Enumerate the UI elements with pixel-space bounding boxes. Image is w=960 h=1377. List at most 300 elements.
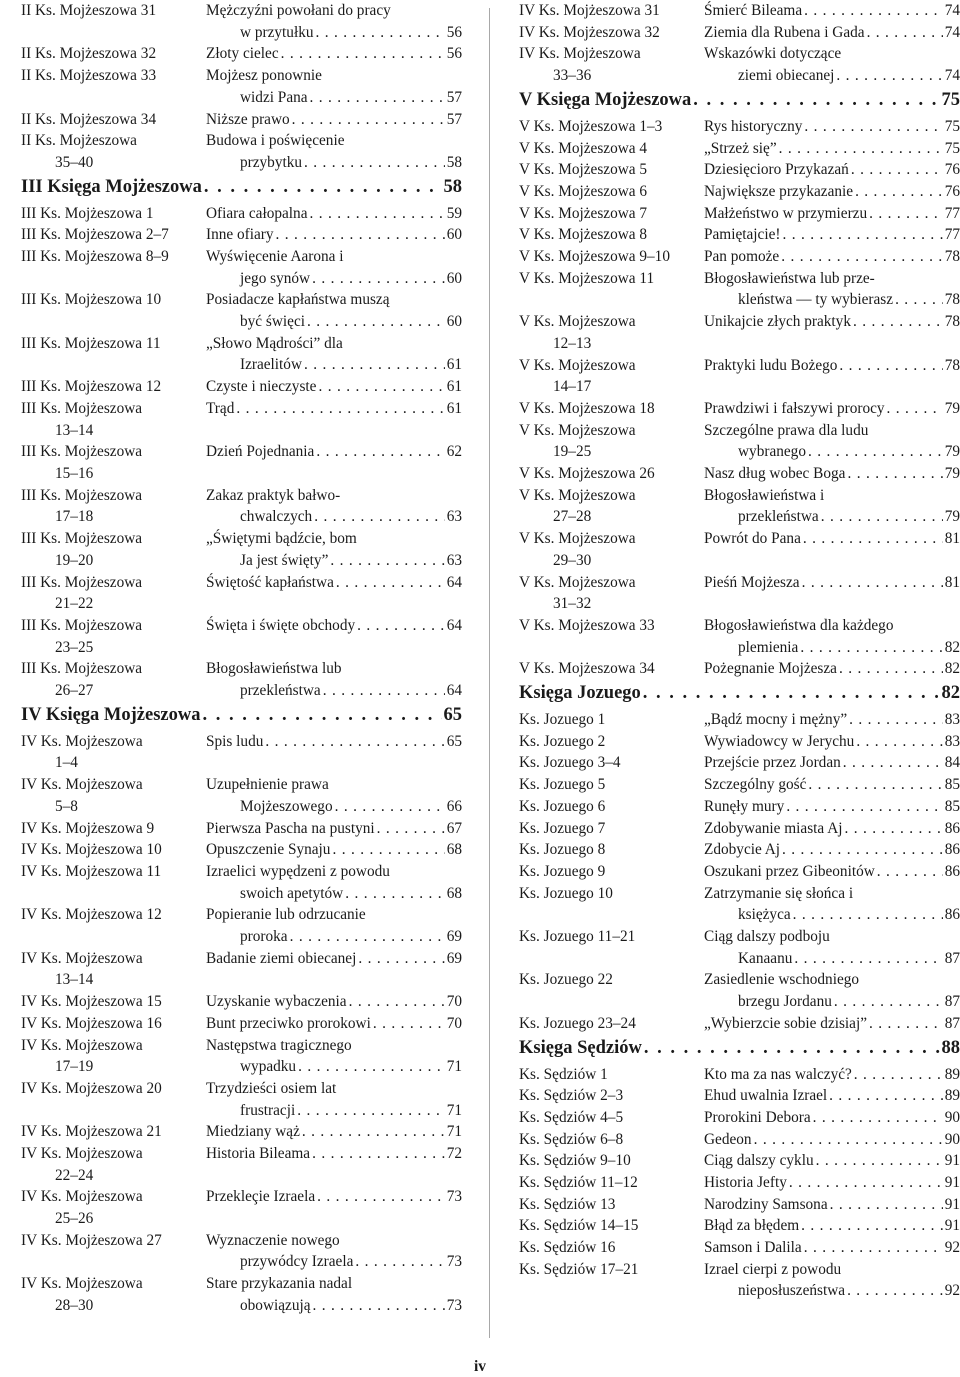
entry-page-number: 61 xyxy=(446,378,462,396)
reference-book: Ks. Jozuego 5 xyxy=(519,776,606,794)
entry-reference xyxy=(519,1194,704,1216)
description-line xyxy=(206,774,462,796)
entry-description xyxy=(206,376,462,398)
entry-title: Budowa i poświęcenie xyxy=(206,132,345,150)
toc-part-heading xyxy=(21,177,462,201)
description-line xyxy=(704,948,960,970)
dot-leader xyxy=(843,752,943,774)
reference-book: Ks. Jozuego 11–21 xyxy=(519,928,636,945)
entry-reference xyxy=(519,1107,704,1129)
entry-title: frustracji xyxy=(240,1101,296,1119)
dot-leader xyxy=(829,1085,943,1107)
entry-title: Mojżeszowego xyxy=(240,797,333,815)
dot-leader xyxy=(836,65,942,87)
description-line xyxy=(206,354,462,376)
description-line xyxy=(206,1035,462,1057)
entry-description xyxy=(206,289,462,332)
entry-description xyxy=(704,116,960,138)
toc-part-heading xyxy=(519,683,960,707)
description-line xyxy=(206,1013,462,1035)
entry-title: ziemi obiecanej xyxy=(738,67,835,85)
toc-part-heading xyxy=(21,705,462,729)
dot-leader xyxy=(349,991,445,1013)
entry-reference xyxy=(21,1273,206,1316)
dot-leader xyxy=(855,181,943,203)
dot-leader xyxy=(304,152,445,174)
dot-leader xyxy=(794,948,942,970)
page-number: iv xyxy=(473,1358,487,1375)
description-line xyxy=(206,43,462,65)
reference-book: V Ks. Mojżeszowa 7 xyxy=(519,204,648,222)
entry-page-number: 64 xyxy=(446,616,462,634)
entry-reference xyxy=(519,1237,704,1259)
entry-reference xyxy=(519,246,704,268)
entry-title: Trąd xyxy=(206,399,235,417)
part-page-number: 82 xyxy=(941,683,960,703)
entry-page-number: 89 xyxy=(944,1065,960,1083)
entry-page-number: 70 xyxy=(446,1014,462,1032)
entry-title: w przytułku xyxy=(240,23,314,41)
reference-range: 1–4 xyxy=(55,754,78,772)
reference-book: IV Ks. Mojżeszowa 27 xyxy=(21,1231,162,1249)
dot-leader xyxy=(316,441,444,463)
entry-page-number: 92 xyxy=(944,1282,960,1300)
reference-range: 19–20 xyxy=(55,551,94,569)
reference-range: 14–17 xyxy=(553,378,592,396)
entry-title: Zakaz praktyk bałwo- xyxy=(206,486,341,504)
reference-book: IV Ks. Mojżeszowa 9 xyxy=(21,819,155,837)
entry-description xyxy=(704,818,960,840)
entry-page-number: 60 xyxy=(446,313,462,331)
entry-description xyxy=(704,22,960,44)
entry-reference xyxy=(519,1172,704,1194)
dot-leader xyxy=(793,904,943,926)
reference-range: 12–13 xyxy=(553,334,592,352)
dot-leader xyxy=(782,224,942,246)
entry-title: Niższe prawo xyxy=(206,110,290,128)
entry-title: Święta i święte obchody xyxy=(206,616,356,634)
entry-description xyxy=(206,818,462,840)
reference-range: 17–18 xyxy=(55,508,94,526)
description-line xyxy=(704,1013,960,1035)
reference-book: Ks. Jozuego 1 xyxy=(519,711,606,728)
description-line xyxy=(206,658,462,680)
entry-description xyxy=(206,1035,462,1078)
description-line xyxy=(206,65,462,87)
entry-reference xyxy=(519,774,704,796)
entry-description xyxy=(704,1172,960,1194)
dot-leader xyxy=(782,839,943,861)
entry-page-number: 68 xyxy=(446,884,462,902)
reference-book: IV Ks. Mojżeszowa xyxy=(21,732,143,750)
dot-leader xyxy=(298,1056,445,1078)
description-line xyxy=(206,376,462,398)
reference-range: 27–28 xyxy=(553,508,592,526)
description-line xyxy=(704,116,960,138)
description-line xyxy=(206,130,462,152)
dot-leader xyxy=(808,441,943,463)
reference-book: III Ks. Mojżeszowa xyxy=(21,530,143,548)
description-line xyxy=(206,861,462,883)
dot-leader xyxy=(821,506,943,528)
entry-description xyxy=(206,43,462,65)
entry-description xyxy=(704,203,960,225)
entry-description xyxy=(704,485,960,528)
dot-leader xyxy=(895,289,943,311)
reference-range: 31–32 xyxy=(553,595,592,613)
entry-reference xyxy=(519,861,704,883)
entry-description xyxy=(206,1078,462,1121)
entry-reference xyxy=(519,268,704,290)
description-line xyxy=(206,1078,462,1100)
description-line xyxy=(704,904,960,926)
part-title: V Księga Mojżeszowa xyxy=(519,89,692,110)
entry-page-number: 79 xyxy=(944,443,960,461)
entry-description xyxy=(704,1215,960,1237)
dot-leader xyxy=(847,1280,943,1302)
entry-title: Gedeon xyxy=(704,1130,752,1148)
entry-description xyxy=(704,1107,960,1129)
entry-description xyxy=(206,1273,462,1316)
entry-reference xyxy=(519,0,704,22)
entry-title: nieposłuszeństwa xyxy=(738,1282,846,1300)
entry-description xyxy=(704,224,960,246)
dot-leader xyxy=(853,311,943,333)
dot-leader xyxy=(358,948,444,970)
entry-reference xyxy=(21,818,206,840)
entry-description xyxy=(704,398,960,420)
description-line xyxy=(206,1121,462,1143)
description-line xyxy=(704,1194,960,1216)
entry-title: Ofiara całopalna xyxy=(206,204,308,222)
entry-description xyxy=(704,615,960,658)
dot-leader xyxy=(310,87,445,109)
entry-title: Śmierć Bileama xyxy=(704,2,803,19)
entry-title: przybytku xyxy=(240,153,303,171)
reference-book: V Ks. Mojżeszowa 6 xyxy=(519,182,648,200)
dot-leader xyxy=(845,818,943,840)
entry-page-number: 86 xyxy=(944,819,960,837)
entry-reference xyxy=(519,658,704,680)
entry-reference xyxy=(21,1121,206,1143)
entry-page-number: 81 xyxy=(944,530,960,548)
description-line xyxy=(206,1295,462,1317)
entry-description xyxy=(206,485,462,528)
entry-page-number: 59 xyxy=(446,204,462,222)
reference-book: Ks. Jozuego 9 xyxy=(519,862,606,880)
dot-leader xyxy=(789,1172,943,1194)
entry-title: Posiadacze kapłaństwa muszą xyxy=(206,291,390,309)
description-line xyxy=(704,441,960,463)
entry-description xyxy=(704,1085,960,1107)
reference-book: IV Ks. Mojżeszowa 32 xyxy=(519,23,660,41)
description-line xyxy=(704,818,960,840)
entry-title: Rys historyczny xyxy=(704,117,803,135)
entry-title: Ciąg dalszy podboju xyxy=(704,928,830,945)
reference-range: 35–40 xyxy=(55,153,94,171)
description-line xyxy=(704,796,960,818)
entry-title: Izrael cierpi z powodu xyxy=(704,1260,842,1278)
entry-description xyxy=(206,203,462,225)
entry-reference xyxy=(519,1129,704,1151)
entry-page-number: 78 xyxy=(944,356,960,374)
reference-book: II Ks. Mojżeszowa xyxy=(21,132,137,150)
entry-page-number: 91 xyxy=(944,1217,960,1235)
dot-leader xyxy=(313,1295,445,1317)
entry-description xyxy=(704,774,960,796)
reference-book: IV Ks. Mojżeszowa xyxy=(21,1188,143,1206)
entry-description xyxy=(206,0,462,43)
entry-title: Oszukani przez Gibeonitów xyxy=(704,862,875,880)
entry-reference xyxy=(519,203,704,225)
dot-leader xyxy=(318,376,444,398)
entry-page-number: 78 xyxy=(944,313,960,331)
reference-book: IV Ks. Mojżeszowa 10 xyxy=(21,841,162,859)
entry-description xyxy=(704,355,960,377)
entry-description xyxy=(206,839,462,861)
entry-title: „Bądź mocny i mężny” xyxy=(704,711,848,728)
description-line xyxy=(704,159,960,181)
reference-book: II Ks. Mojżeszowa 33 xyxy=(21,67,157,85)
reference-book: IV Ks. Mojżeszowa 11 xyxy=(21,862,162,880)
entry-title: Bunt przeciwko prorokowi xyxy=(206,1014,371,1032)
entry-reference xyxy=(21,109,206,131)
entry-description xyxy=(704,572,960,594)
entry-reference xyxy=(519,1064,704,1086)
entry-reference xyxy=(21,658,206,701)
description-line xyxy=(206,268,462,290)
entry-title: Prawdziwi i fałszywi prorocy xyxy=(704,399,885,417)
reference-book: IV Ks. Mojżeszowa 15 xyxy=(21,993,162,1011)
entry-reference xyxy=(519,116,704,138)
entry-description xyxy=(704,658,960,680)
entry-page-number: 69 xyxy=(446,927,462,945)
dot-leader xyxy=(355,1251,444,1273)
dot-leader xyxy=(869,203,943,225)
entry-title: Wyświęcenie Aarona i xyxy=(206,248,344,265)
entry-title: Uzupełnienie prawa xyxy=(206,776,329,794)
entry-page-number: 62 xyxy=(446,443,462,461)
dot-leader xyxy=(849,709,943,731)
entry-reference xyxy=(21,991,206,1013)
entry-description xyxy=(704,839,960,861)
reference-book: IV Ks. Mojżeszowa 12 xyxy=(21,906,162,924)
entry-reference xyxy=(21,904,206,926)
description-line xyxy=(206,398,462,420)
description-line xyxy=(704,1064,960,1086)
dot-leader xyxy=(236,398,444,420)
reference-book: V Ks. Mojżeszowa 33 xyxy=(519,616,655,634)
dot-leader xyxy=(856,731,942,753)
entry-description xyxy=(206,1230,462,1273)
description-line xyxy=(206,1251,462,1273)
entry-title: Wyznaczenie nowego xyxy=(206,1231,340,1249)
entry-title: Powrót do Pana xyxy=(704,530,801,548)
reference-book: V Ks. Mojżeszowa 8 xyxy=(519,226,648,244)
description-line xyxy=(206,87,462,109)
entry-description xyxy=(206,731,462,753)
dot-leader xyxy=(330,550,444,572)
reference-range: 17–19 xyxy=(55,1058,94,1076)
reference-book: III Ks. Mojżeszowa 1 xyxy=(21,204,154,222)
dot-leader xyxy=(290,926,445,948)
entry-page-number: 74 xyxy=(944,2,960,19)
dot-leader xyxy=(839,658,943,680)
entry-description xyxy=(704,1259,960,1302)
description-line xyxy=(704,138,960,160)
dot-leader xyxy=(808,774,942,796)
entry-page-number: 58 xyxy=(446,153,462,171)
reference-range: 23–25 xyxy=(55,638,94,656)
entry-page-number: 73 xyxy=(446,1253,462,1271)
reference-range: 13–14 xyxy=(55,971,94,989)
entry-page-number: 77 xyxy=(944,226,960,244)
dot-leader xyxy=(357,615,445,637)
reference-book: IV Ks. Mojżeszowa 31 xyxy=(519,2,660,19)
entry-title: Dzień Pojednania xyxy=(206,443,315,461)
entry-reference xyxy=(519,1215,704,1237)
reference-range: 5–8 xyxy=(55,797,78,815)
entry-title: „Wybierzcie sobie dzisiaj” xyxy=(704,1014,868,1032)
entry-page-number: 66 xyxy=(446,797,462,815)
entry-reference xyxy=(21,224,206,246)
entry-page-number: 85 xyxy=(944,797,960,815)
entry-description xyxy=(206,130,462,173)
description-line xyxy=(206,333,462,355)
entry-title: proroka xyxy=(240,927,288,945)
description-line xyxy=(704,65,960,87)
reference-book: V Ks. Mojżeszowa xyxy=(519,356,636,374)
entry-page-number: 61 xyxy=(446,399,462,417)
entry-description xyxy=(206,774,462,817)
reference-book: II Ks. Mojżeszowa 31 xyxy=(21,2,157,19)
entry-title: kleństwa — ty wybierasz xyxy=(738,291,894,309)
entry-description xyxy=(704,796,960,818)
entry-page-number: 60 xyxy=(446,269,462,287)
entry-title: Popieranie lub odrzucanie xyxy=(206,906,366,924)
entry-page-number: 69 xyxy=(446,949,462,967)
description-line xyxy=(704,1259,960,1281)
reference-range: 15–16 xyxy=(55,465,94,482)
description-line xyxy=(206,680,462,702)
entry-title: Miedziany wąż xyxy=(206,1123,300,1141)
entry-reference xyxy=(21,441,206,484)
entry-reference xyxy=(21,774,206,817)
entry-description xyxy=(206,333,462,376)
entry-description xyxy=(206,109,462,131)
reference-book: V Ks. Mojżeszowa xyxy=(519,421,636,439)
entry-page-number: 68 xyxy=(446,841,462,859)
entry-page-number: 89 xyxy=(944,1087,960,1105)
entry-description xyxy=(704,883,960,926)
description-line xyxy=(704,246,960,268)
description-line xyxy=(704,0,960,22)
description-line xyxy=(206,948,462,970)
entry-title: księżyca xyxy=(738,906,791,924)
dot-leader xyxy=(304,354,445,376)
entry-reference xyxy=(519,883,704,905)
entry-page-number: 72 xyxy=(446,1145,462,1162)
entry-description xyxy=(206,1013,462,1035)
reference-book: V Ks. Mojżeszowa xyxy=(519,573,636,591)
reference-book: V Ks. Mojżeszowa 4 xyxy=(519,139,648,157)
part-page-number: 75 xyxy=(941,89,960,110)
reference-book: II Ks. Mojżeszowa 34 xyxy=(21,110,157,128)
description-line xyxy=(704,506,960,528)
description-line xyxy=(704,268,960,290)
entry-page-number: 81 xyxy=(944,573,960,591)
entry-title: Nasz dług wobec Boga xyxy=(704,465,846,482)
entry-page-number: 83 xyxy=(944,732,960,750)
description-line xyxy=(704,839,960,861)
entry-reference xyxy=(21,1078,206,1100)
entry-title: Największe przykazanie xyxy=(704,182,854,200)
entry-reference xyxy=(519,839,704,861)
entry-reference xyxy=(21,333,206,355)
dot-leader xyxy=(292,109,445,131)
description-line xyxy=(206,203,462,225)
reference-book: V Ks. Mojżeszowa 11 xyxy=(519,269,655,287)
entry-description xyxy=(704,1064,960,1086)
reference-book: V Ks. Mojżeszowa 26 xyxy=(519,465,655,482)
dot-leader xyxy=(800,637,942,659)
entry-description xyxy=(704,752,960,774)
entry-description xyxy=(206,246,462,289)
entry-reference xyxy=(519,311,704,354)
entry-title: Kanaanu xyxy=(738,949,793,967)
entry-title: Przejście przez Jordan xyxy=(704,754,841,772)
entry-title: Praktyki ludu Bożego xyxy=(704,356,838,374)
reference-book: Ks. Jozuego 2 xyxy=(519,732,606,750)
description-line xyxy=(206,224,462,246)
entry-page-number: 79 xyxy=(944,399,960,417)
dot-leader xyxy=(803,528,943,550)
entry-page-number: 76 xyxy=(944,161,960,179)
reference-range: 33–36 xyxy=(553,67,592,85)
reference-book: Ks. Sędziów 16 xyxy=(519,1239,616,1257)
entry-page-number: 71 xyxy=(446,1101,462,1119)
entry-reference xyxy=(21,485,206,528)
reference-book: IV Ks. Mojżeszowa xyxy=(21,776,143,794)
entry-title: Następstwa tragicznego xyxy=(206,1036,352,1054)
entry-reference xyxy=(519,224,704,246)
toc-part-line xyxy=(21,705,462,729)
entry-title: Pan pomoże xyxy=(704,248,780,265)
entry-reference xyxy=(21,1186,206,1229)
entry-description xyxy=(206,658,462,701)
entry-title: Pamiętajcie! xyxy=(704,226,781,244)
description-line xyxy=(704,615,960,637)
entry-title: Narodziny Samsona xyxy=(704,1195,828,1213)
entry-reference xyxy=(519,1150,704,1172)
description-line xyxy=(206,883,462,905)
entry-reference xyxy=(21,731,206,774)
entry-reference xyxy=(519,22,704,44)
entry-page-number: 79 xyxy=(944,508,960,526)
reference-book: IV Ks. Mojżeszowa xyxy=(21,949,143,967)
entry-description xyxy=(206,615,462,637)
entry-description xyxy=(206,991,462,1013)
entry-description xyxy=(704,1150,960,1172)
toc-part-line xyxy=(519,683,960,707)
description-line xyxy=(704,224,960,246)
dot-leader xyxy=(804,1237,943,1259)
reference-book: Ks. Sędziów 4–5 xyxy=(519,1108,624,1126)
entry-reference xyxy=(519,818,704,840)
entry-reference xyxy=(21,1013,206,1035)
dot-leader xyxy=(276,224,445,246)
part-title: Księga Jozuego xyxy=(519,683,641,703)
